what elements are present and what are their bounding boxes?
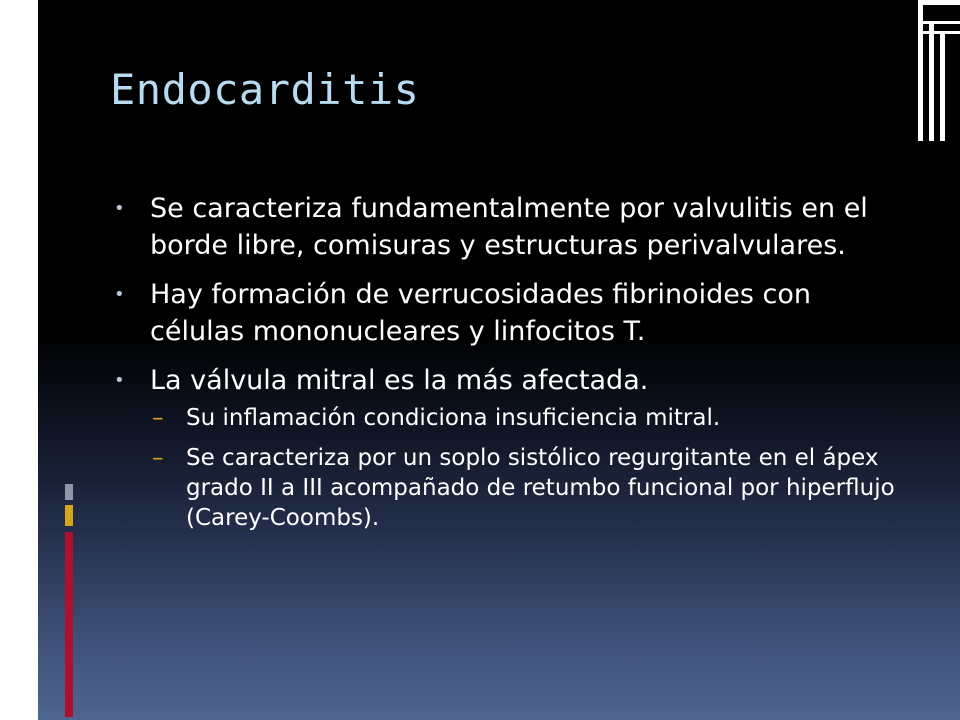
sub-bullet-item [110, 403, 910, 433]
sub-bullet-text: Su inflamación condiciona insuficiencia mitral. [186, 405, 721, 431]
accent-bar-yellow [65, 505, 73, 526]
bullet-list [110, 190, 910, 543]
sub-bullet-dash-icon: – [152, 405, 164, 431]
sub-bullet-text: Se caracteriza por un soplo sistólico regurgitante en el ápex grado II a III acompañado de retumbo funcional por hiperflujo (Carey-Coombs). [186, 445, 895, 531]
accent-bar-red [65, 532, 73, 717]
bullet-dot-icon: • [114, 198, 125, 219]
slide-title: Endocarditis [110, 65, 420, 114]
left-margin-strip [0, 0, 38, 720]
bullet-dot-icon: • [114, 370, 125, 391]
corner-decoration [918, 0, 960, 141]
bullet-text: Se caracteriza fundamentalmente por valvulitis en el borde libre, comisuras y estructuras perivalvulares. [150, 193, 868, 261]
bullet-text: La válvula mitral es la más afectada. [150, 365, 649, 396]
bullet-dot-icon: • [114, 284, 125, 305]
bullet-text: Hay formación de verrucosidades fibrinoides con células mononucleares y linfocitos T. [150, 279, 811, 347]
bullet-item [110, 362, 910, 399]
bullet-item [110, 276, 910, 350]
accent-bar-gray [65, 484, 73, 500]
sub-bullet-item [110, 443, 910, 533]
bullet-item [110, 190, 910, 264]
sub-bullet-dash-icon: – [152, 445, 164, 471]
